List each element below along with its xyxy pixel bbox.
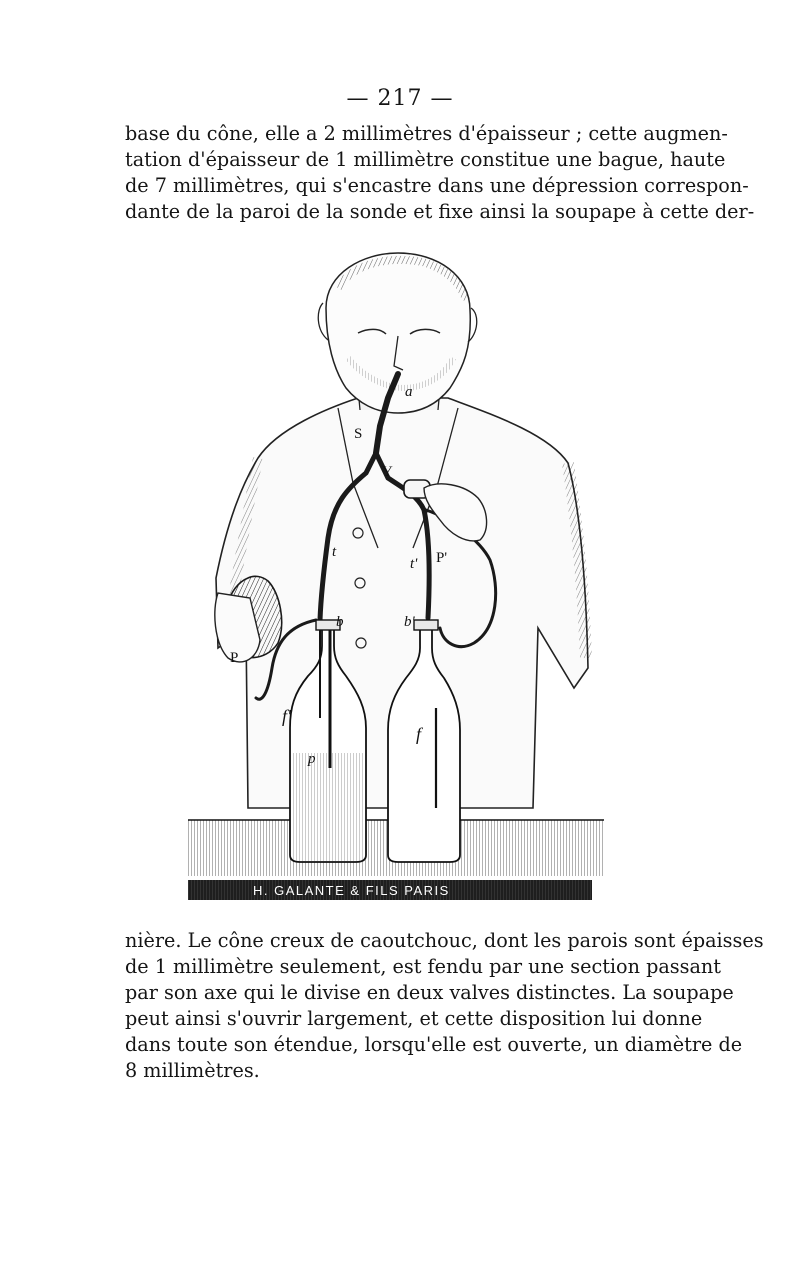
paragraph-bottom [125, 928, 764, 1084]
engraving-figure [188, 248, 604, 903]
label-b-prime: b' [404, 614, 415, 630]
text-line: de 7 millimètres, qui s'encastre dans une dépression correspon- [125, 174, 749, 197]
label-P-prime: P' [436, 550, 448, 566]
label-S: S [354, 426, 363, 442]
text-line: peut ainsi s'ouvrir largement, et cette disposition lui donne [125, 1007, 703, 1030]
page-number: — 217 — [346, 86, 454, 111]
text-line: tation d'épaisseur de 1 millimètre constitue une bague, haute [125, 148, 726, 171]
head-drawing [318, 253, 476, 413]
label-P: P [230, 650, 239, 666]
label-f: f [416, 724, 422, 744]
paragraph-top [125, 121, 755, 225]
label-b: b [336, 614, 344, 630]
text-line: de 1 millimètre seulement, est fendu par une section passant [125, 955, 721, 978]
label-f-prime: f' [282, 706, 291, 726]
label-a: a [405, 384, 413, 400]
label-p: p [308, 751, 316, 767]
engraver-plate [188, 880, 592, 900]
label-Y: Y [382, 464, 393, 480]
engraver-caption: H. GALANTE & FILS PARIS [253, 883, 450, 898]
text-line: 8 millimètres. [125, 1059, 260, 1082]
text-line: dante de la paroi de la sonde et fixe ainsi la soupape à cette der- [125, 200, 755, 223]
text-line: dans toute son étendue, lorsqu'elle est ouverte, un diamètre de [125, 1033, 743, 1056]
label-t-prime: t' [410, 556, 418, 572]
text-line: base du cône, elle a 2 millimètres d'épaisseur ; cette augmen- [125, 122, 728, 145]
text-line: par son axe qui le divise en deux valves distinctes. La soupape [125, 981, 734, 1004]
text-line: nière. Le cône creux de caoutchouc, dont les parois sont épaisses [125, 929, 764, 952]
label-t: t [332, 544, 337, 560]
engraving-illustration [188, 248, 604, 903]
